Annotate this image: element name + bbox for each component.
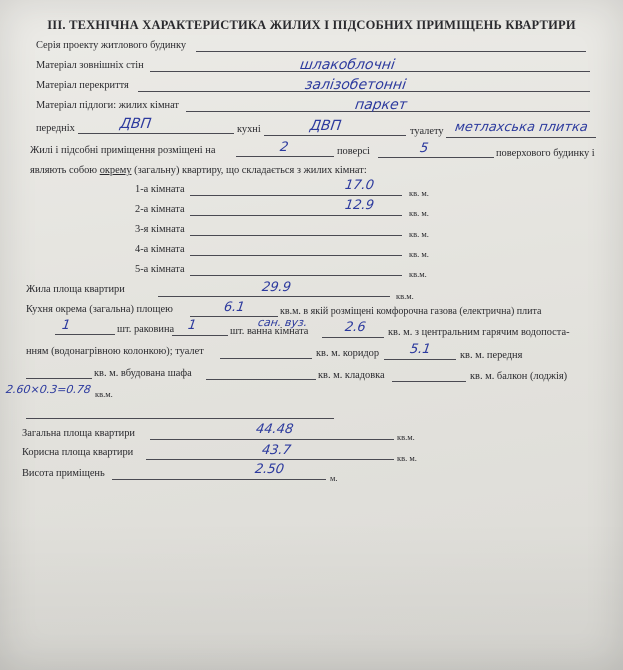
storage-line bbox=[392, 381, 466, 382]
front-label: кв. м. передня bbox=[460, 350, 523, 361]
useful-line bbox=[146, 459, 394, 460]
total-floors-line bbox=[378, 157, 494, 158]
bath-count-line bbox=[172, 335, 228, 336]
room-line bbox=[190, 275, 402, 276]
room-line bbox=[190, 255, 402, 256]
sink-text: шт. раковина bbox=[117, 324, 175, 335]
sink-count-value: 1 bbox=[60, 318, 72, 333]
wardrobe-line bbox=[206, 379, 316, 380]
room-label: 4-а кімната bbox=[135, 244, 185, 255]
height-line bbox=[112, 479, 326, 480]
floor-label: Матеріал підлоги: жилих кімнат bbox=[36, 100, 179, 111]
living-line bbox=[158, 296, 390, 297]
hot-water-text: кв. м. з центральним гарячим водопоста- bbox=[388, 327, 570, 338]
height-label: Висота приміщень bbox=[22, 468, 105, 479]
storage-label: кв. м. кладовка bbox=[318, 370, 385, 381]
bath-count-value: 1 bbox=[186, 318, 198, 333]
room-label: 5-а кімната bbox=[135, 264, 185, 275]
useful-unit: кв. м. bbox=[397, 453, 417, 463]
kitchen-line bbox=[264, 135, 406, 136]
room-value: 12.9 bbox=[343, 198, 376, 213]
room-unit: кв. м. bbox=[409, 208, 429, 218]
balcony-unit: кв.м. bbox=[95, 389, 113, 399]
series-line bbox=[196, 51, 586, 52]
total-unit: кв.м. bbox=[397, 432, 415, 442]
corridor-label: кв. м. коридор bbox=[316, 348, 380, 359]
bath-text: шт. ванна кімната bbox=[230, 326, 309, 337]
room-unit: кв.м. bbox=[409, 269, 427, 279]
hall-line bbox=[78, 133, 234, 134]
room-line bbox=[190, 215, 402, 216]
total-line bbox=[150, 439, 394, 440]
placed-label: Жилі і підсобні приміщення розміщені на bbox=[30, 145, 216, 156]
corridor-value: 5.1 bbox=[408, 342, 432, 357]
bath-area-value: 2.6 bbox=[343, 320, 367, 335]
separate-prefix: являють собою bbox=[30, 165, 98, 176]
useful-value: 43.7 bbox=[260, 443, 293, 458]
series-label: Серія проекту житлового будинку bbox=[36, 40, 187, 51]
useful-label: Корисна площа квартири bbox=[22, 447, 134, 458]
total-label: Загальна площа квартири bbox=[22, 428, 135, 439]
bath-area-line bbox=[322, 337, 384, 338]
blank-line bbox=[26, 418, 334, 419]
total-value: 44.48 bbox=[254, 422, 295, 437]
floor-word: поверсі bbox=[337, 146, 370, 157]
room-line bbox=[190, 235, 402, 236]
front-line bbox=[26, 378, 92, 379]
living-label: Жила площа квартири bbox=[26, 284, 125, 295]
room-line bbox=[190, 195, 402, 196]
hall-label: передніх bbox=[36, 123, 75, 134]
height-unit: м. bbox=[330, 473, 338, 483]
toilet-line bbox=[446, 137, 596, 138]
bath-note: сан. вуз. bbox=[257, 316, 309, 329]
toilet-label: туалету bbox=[410, 126, 444, 137]
living-unit: кв.м. bbox=[396, 291, 414, 301]
kitchen-area-value: 6.1 bbox=[222, 300, 246, 315]
toilet-value: метлахська плитка bbox=[453, 120, 589, 135]
room-unit: кв. м. bbox=[409, 229, 429, 239]
floor-number-line bbox=[236, 156, 334, 157]
room-value: 17.0 bbox=[343, 178, 376, 193]
toilet-area-line bbox=[220, 358, 312, 359]
separate-line-text bbox=[30, 165, 367, 177]
height-value: 2.50 bbox=[253, 462, 286, 477]
kitchen-area-text: кв.м. в якій розміщені комфорочна газова (електрична) плита bbox=[280, 306, 542, 317]
ceiling-label: Матеріал перекриття bbox=[36, 80, 129, 91]
kitchen-label: кухні bbox=[237, 124, 261, 135]
balcony-calc: 2.60×0.3=0.78 bbox=[5, 383, 92, 396]
room-label: 1-а кімната bbox=[135, 184, 185, 195]
corridor-line bbox=[384, 359, 456, 360]
room-unit: кв. м. bbox=[409, 249, 429, 259]
kitchen-area-label: Кухня окрема (загальна) площею bbox=[26, 304, 173, 315]
floor-value: паркет bbox=[353, 97, 408, 113]
section-title: III. ТЕХНІЧНА ХАРАКТЕРИСТИКА ЖИЛИХ І ПІДСОБНИХ ПРИМІЩЕНЬ КВАРТИРИ bbox=[47, 18, 576, 32]
kitchen-value: ДВП bbox=[308, 118, 343, 134]
hall-value: ДВП bbox=[118, 116, 153, 132]
hot-water-text2: нням (водонагрівною колонкою); туалет bbox=[26, 346, 204, 357]
ceiling-value: залізобетонні bbox=[303, 77, 408, 93]
walls-label: Матеріал зовнішніх стін bbox=[36, 60, 144, 71]
room-label: 2-а кімната bbox=[135, 204, 185, 215]
room-unit: кв. м. bbox=[409, 188, 429, 198]
floor-number-value: 2 bbox=[278, 140, 290, 155]
room-label: 3-я кімната bbox=[135, 224, 185, 235]
total-floors-value: 5 bbox=[418, 141, 430, 156]
building-text: поверхового будинку і bbox=[496, 148, 595, 159]
page-shadow bbox=[0, 520, 623, 670]
walls-value: шлакоблочні bbox=[298, 57, 396, 73]
wardrobe-label: кв. м. вбудована шафа bbox=[94, 368, 192, 379]
sink-count-line bbox=[55, 334, 115, 335]
separate-word: окрему bbox=[99, 165, 132, 176]
separate-suffix: (загальну) квартиру, що складається з жилих кімнат: bbox=[134, 165, 367, 176]
living-value: 29.9 bbox=[260, 280, 293, 295]
balcony-label: кв. м. балкон (лоджія) bbox=[470, 371, 568, 382]
